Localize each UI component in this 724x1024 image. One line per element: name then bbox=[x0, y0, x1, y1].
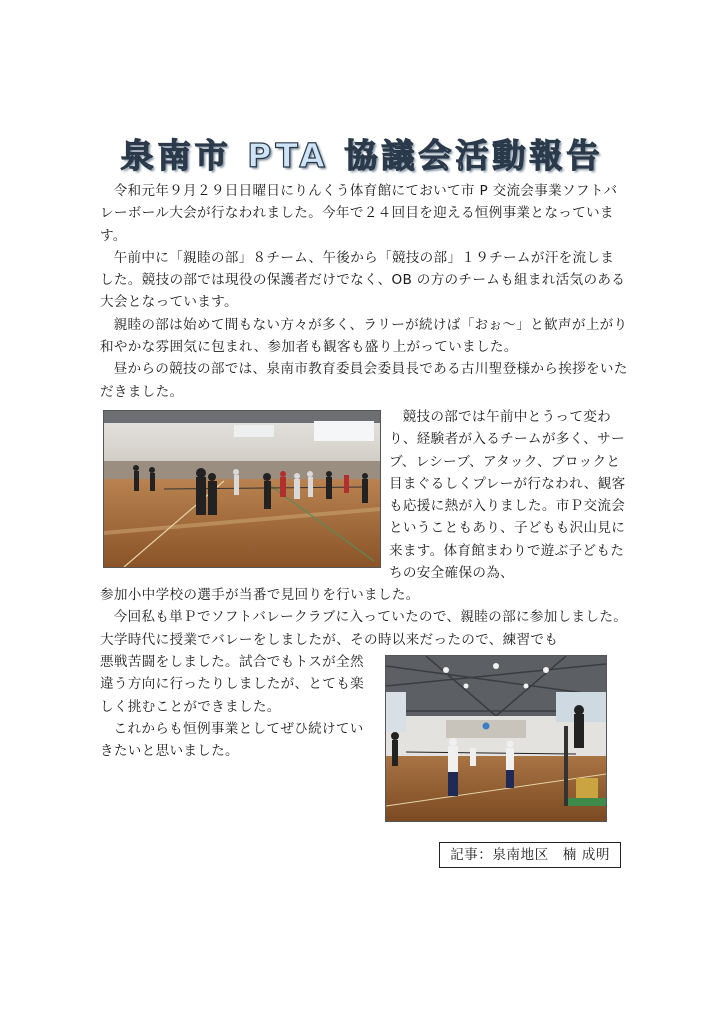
intro-text bbox=[100, 180, 628, 403]
gym-photo-2-image bbox=[386, 656, 606, 821]
right-column-text bbox=[389, 406, 629, 584]
left-column-text bbox=[100, 651, 376, 762]
article-credit: 記事：泉南地区 楠 成明 bbox=[439, 842, 621, 868]
page-title: 泉南市 PTA 協議会活動報告 bbox=[120, 136, 604, 175]
paragraph-6: 今回私も単Ｐでソフトバレークラブに入っていたので、親睦の部に参加しました。大学時代に授業でバレーをしましたが、その時以来だったので、練習でも bbox=[100, 609, 628, 648]
paragraph-3: 親睦の部は始めて間もない方々が多く、ラリーが続けば「おぉ～」と歓声が上がり和やかな雰囲気に包まれ、参加者も観客も盛り上がっていました。 bbox=[100, 316, 628, 356]
gym-photo-2 bbox=[385, 655, 607, 822]
paragraph-6-cont: 悪戦苦闘をしました。試合でもトスが全然違う方向に行ったりしましたが、とても楽しく挑むことができました。 bbox=[100, 654, 364, 715]
gym-photo-1-image bbox=[104, 411, 380, 567]
paragraph-2: 午前中に「親睦の部」８チーム、午後から「競技の部」１９チームが汗を流しました。競技の部では現役の保護者だけでなく、OB の方のチームも組まれ活気のある大会となっています。 bbox=[100, 249, 626, 311]
paragraph-5: 競技の部では午前中とうって変わり、経験者が入るチームが多く、サーブ、レシーブ、アタック、ブロックと目まぐるしくプレーが行なわれ、観客も応援に熱が入りました。市Ｐ交流会ということもあり、子どもも沢山見に来ます。体育館まわりで遊ぶ子どもたちの安全確保の為、 bbox=[389, 409, 626, 582]
gym-photo-1 bbox=[103, 410, 381, 568]
paragraph-7: これからも恒例事業としてぜひ続けていきたいと思いました。 bbox=[100, 720, 364, 760]
paragraph-5-cont: 参加小中学校の選手が当番で見回りを行いました。 bbox=[100, 587, 420, 603]
continuation-text bbox=[100, 584, 628, 651]
paragraph-4: 昼からの競技の部では、泉南市教育委員会委員長である古川聖登様から挨拶をいただきました。 bbox=[100, 361, 628, 400]
paragraph-1: 令和元年９月２９日日曜日にりんくう体育館にておいて市 P 交流会事業ソフトバレーボール大会が行なわれました。今年で２４回目を迎える恒例事業となっています。 bbox=[100, 183, 618, 244]
